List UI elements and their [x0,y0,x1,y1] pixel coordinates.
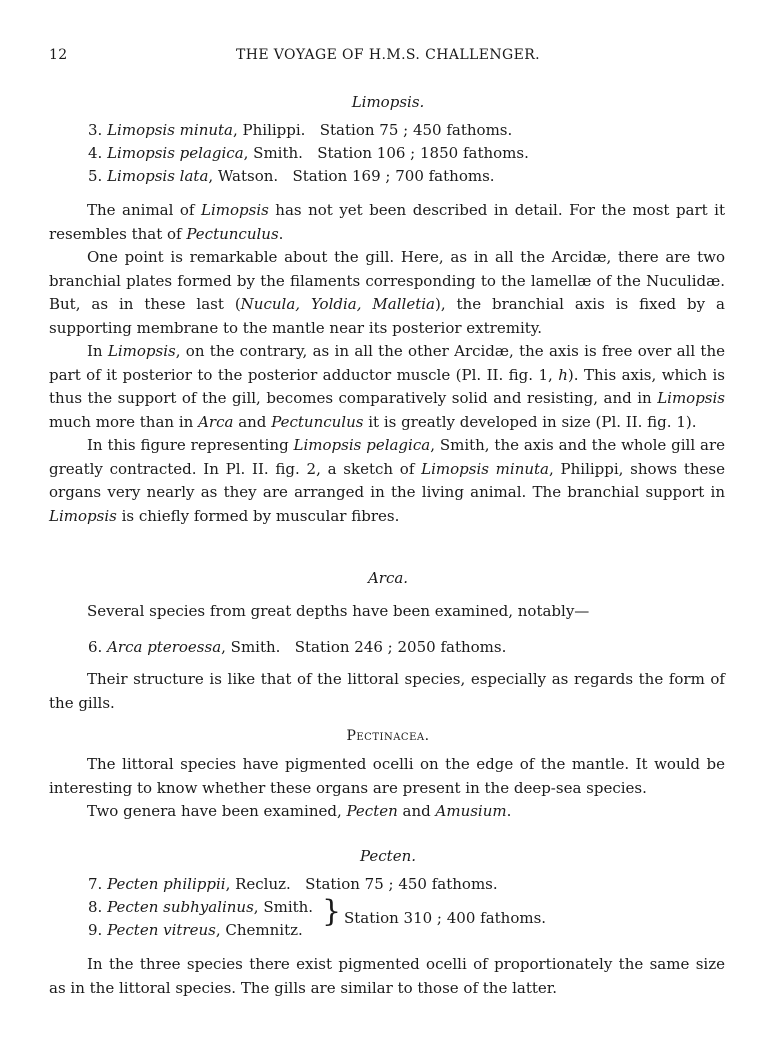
paragraph: The littoral species have pigmented ocelli on the edge of the mantle. It would be interesting to know whether these organs are present in the deep-sea species. [49,755,725,797]
species-name: Pecten subhyalinus [107,898,254,916]
species-number: 9. [88,921,103,939]
species-station: Station 310 ; 400 fathoms. [344,909,547,927]
limopsis-body [49,199,725,528]
species-name: Limopsis pelagica [107,144,244,162]
species-author: , Chemnitz. [215,921,303,939]
species-number: 7. [88,875,103,893]
arca-intro: Several species from great depths have been examined, notably— [87,602,590,620]
section-heading-arca: Arca. [367,569,409,587]
paragraph: One point is remarkable about the gill. Here, as in all the Arcidæ, there are two branchial plates formed by the filaments corresponding to the lamellæ of the Nuculidæ. But, as in these last (Nucula, Yoldia, Malletia), the branchial axis is fixed by a supporting membrane to the mantle near its posterior extremity. [49,248,725,337]
species-number: 8. [88,898,103,916]
species-station: Station 75 ; 450 fathoms. [319,121,513,139]
species-number: 4. [88,144,103,162]
paragraph: In this figure representing Limopsis pelagica, Smith, the axis and the whole gill are greatly contracted. In Pl. II. fig. 2, a sketch of Limopsis minuta, Philippi, shows these organs very nearly as they are arranged in the living animal. The branchial support in Limopsis is chiefly formed by muscular fibres. [49,436,725,525]
species-number: 6. [88,638,103,656]
species-number: 3. [88,121,103,139]
species-author: , Philippi. [232,121,306,139]
page-number: 12 [49,47,68,63]
species-author: , Smith. [243,144,303,162]
section-heading-limopsis: Limopsis. [351,93,425,111]
pecten-body: In the three species there exist pigmented ocelli of proportionately the same size as in the littoral species. The gills are similar to those of the latter. [49,955,725,997]
species-entry [88,920,303,940]
species-number: 5. [88,167,103,185]
running-title: THE VOYAGE OF H.M.S. CHALLENGER. [235,47,541,63]
species-station: Station 246 ; 2050 fathoms. [294,638,507,656]
species-name: Pecten philippii [107,875,226,893]
species-entry [88,637,506,657]
species-station: Station 106 ; 1850 fathoms. [317,144,529,162]
species-entry [88,874,498,894]
species-station: Station 169 ; 700 fathoms. [292,167,495,185]
paragraph: The animal of Limopsis has not yet been described in detail. For the most part it resembles that of Pectunculus. [49,201,726,243]
paragraph: Two genera have been examined, Pecten and Amusium. [87,802,512,820]
paragraph: In Limopsis, on the contrary, as in all the other Arcidæ, the axis is free over all the part of it posterior to the posterior adductor muscle (Pl. II. fig. 1, h). This axis, which is thus the support of the gill, becomes comparatively solid and resisting, and in Limopsis much more than in Arca and Pectunculus it is greatly developed in size (Pl. II. fig. 1). [49,342,726,431]
species-author: , Watson. [208,167,279,185]
section-heading-pecten: Pecten. [359,847,417,865]
species-name: Limopsis lata [107,167,209,185]
species-author: , Smith. [253,898,314,916]
pectinacea-body [49,753,725,824]
species-author: , Recluz. [225,875,291,893]
species-entry [88,143,529,163]
section-heading-pectinacea: Pectinacea. [346,728,430,744]
species-name: Limopsis minuta [107,121,233,139]
species-entry [88,166,495,186]
species-name: Arca pteroessa [107,638,222,656]
right-brace-icon: } [322,894,342,929]
species-name: Pecten vitreus [107,921,216,939]
species-author: , Smith. [221,638,281,656]
species-station: Station 75 ; 450 fathoms. [305,875,498,893]
species-entry [88,897,313,917]
arca-body: Their structure is like that of the littoral species, especially as regards the form of the gills. [49,670,725,712]
species-entry [88,120,512,140]
